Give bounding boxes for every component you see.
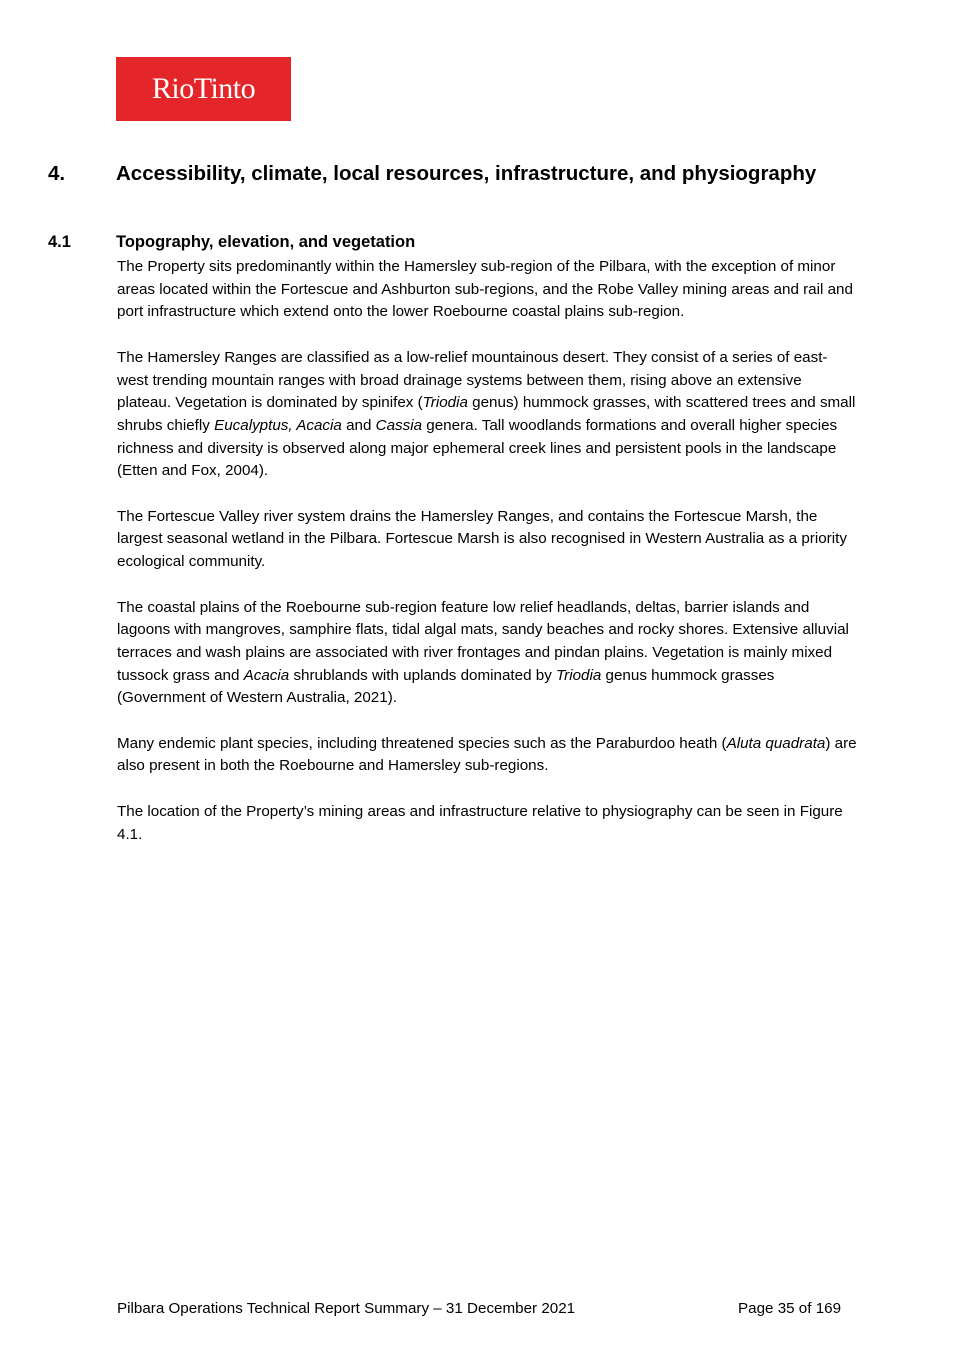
italic-term: Triodia	[422, 394, 468, 412]
footer-title: Pilbara Operations Technical Report Summary – 31 December 2021	[117, 1300, 576, 1317]
paragraph-2-text: genera. Tall woodlands formations and overall higher species richness and diversity is observed along major ephemeral creek lines and persistent pools in the landscape (Etten and Fox, 2004).	[117, 416, 838, 480]
paragraph-2-text: The Hamersley Ranges are classified as a low-relief mountainous desert. They consist of a series of east-west trending mountain ranges with broad drainage systems between them, rising above an extensive plateau. Vegetation is dominated by spinifex (	[117, 348, 828, 412]
paragraph-2-text: genus) hummock grasses, with scattered trees and small shrubs chiefly	[117, 394, 856, 434]
logo-text: RioTinto	[151, 72, 256, 105]
italic-term: Acacia	[243, 666, 290, 684]
italic-term: Triodia	[556, 666, 602, 684]
paragraph-3: The Fortescue Valley river system drains the Hamersley Ranges, and contains the Fortescue Marsh, the largest seasonal wetland in the Pilbara. Fortescue Marsh is also recognised in Western Australia as a priority ecological community.	[117, 507, 847, 571]
body-text	[117, 256, 857, 869]
italic-term: Eucalyptus, Acacia	[214, 416, 342, 434]
italic-term: Cassia	[375, 416, 423, 434]
paragraph-2-text: and	[341, 416, 376, 434]
paragraph-5	[117, 733, 857, 778]
paragraph-4-text: genus hummock grasses (Government of Western Australia, 2021).	[117, 666, 775, 707]
paragraph-4-text: The coastal plains of the Roebourne sub-region feature low relief headlands, deltas, barrier islands and lagoons with mangroves, samphire flats, tidal algal mats, sandy beaches and rocky shores. Extensive alluvial terraces and wash plains are associated with river frontages and pindan plains. Vegetation is mainly mixed tussock grass and	[117, 598, 849, 684]
page-number: Page 35 of 169	[738, 1300, 842, 1317]
paragraph-5-text: ) are also present in both the Roebourne and Hamersley sub-regions.	[117, 734, 857, 775]
rio-tinto-logo	[116, 57, 291, 121]
italic-term: Aluta quadrata	[726, 734, 826, 752]
section-number: 4.	[48, 162, 66, 185]
paragraph-6: The location of the Property’s mining areas and infrastructure relative to physiography can be seen in Figure 4.1.	[117, 802, 843, 843]
paragraph-4	[117, 597, 857, 711]
subsection-number: 4.1	[48, 233, 71, 251]
subsection-title: Topography, elevation, and vegetation	[116, 233, 416, 251]
paragraph-5-text: Many endemic plant species, including threatened species such as the Paraburdoo heath (	[117, 734, 727, 752]
paragraph-1: The Property sits predominantly within the Hamersley sub-region of the Pilbara, with the exception of minor areas located within the Fortescue and Ashburton sub-regions, and the Robe Valley mining areas and rail and port infrastructure which extend onto the lower Roebourne coastal plains sub-region.	[117, 258, 853, 321]
section-title: Accessibility, climate, local resources, infrastructure, and physiography	[116, 162, 817, 185]
paragraph-2	[117, 347, 857, 483]
paragraph-4-text: shrublands with uplands dominated by	[289, 666, 557, 684]
